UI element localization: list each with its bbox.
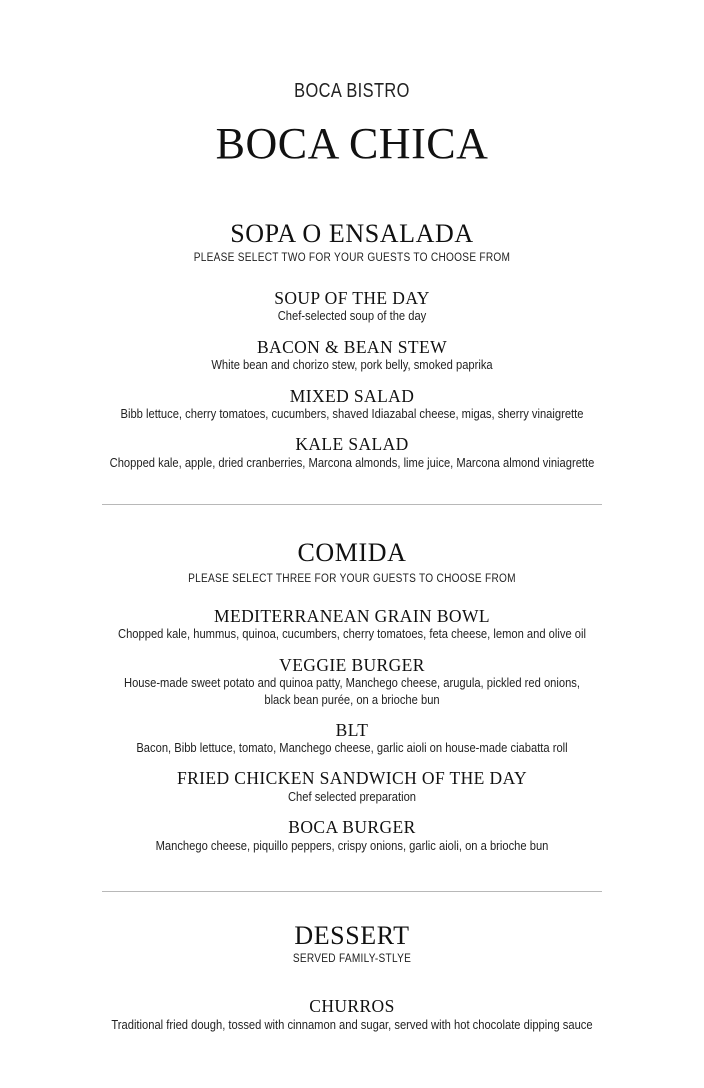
menu-item-desc: House-made sweet potato and quinoa patty, Manchego cheese, arugula, pickled red onions, <box>124 675 580 690</box>
menu-item-name: BOCA BURGER <box>288 817 416 837</box>
menu-title: BOCA CHICA <box>215 119 489 168</box>
menu-item-name: CHURROS <box>309 996 395 1016</box>
menu-item-name: FRIED CHICKEN SANDWICH OF THE DAY <box>176 768 528 788</box>
menu-item-desc: Chef selected preparation <box>287 789 417 804</box>
menu-item-name: BACON & BEAN STEW <box>256 337 448 357</box>
section-subtitle-dessert: SERVED FAMILY-STLYE <box>292 953 412 965</box>
menu-item-desc: Chef-selected soup of the day <box>277 308 427 323</box>
menu-item-desc: Bacon, Bibb lettuce, tomato, Manchego cheese, garlic aioli on house-made ciabatta roll <box>136 740 568 755</box>
section-title-sopa: SOPA O ENSALADA <box>230 219 474 248</box>
section-subtitle-comida: PLEASE SELECT THREE FOR YOUR GUESTS TO CHOOSE FROM <box>188 573 516 585</box>
menu-item-name: BLT <box>335 720 369 740</box>
section-subtitle-sopa: PLEASE SELECT TWO FOR YOUR GUESTS TO CHOOSE FROM <box>193 252 511 264</box>
menu-item-name: SOUP OF THE DAY <box>274 288 430 308</box>
menu-item-desc: Chopped kale, apple, dried cranberries, Marcona almonds, lime juice, Marcona almond viniagrette <box>109 455 595 470</box>
section-divider <box>102 891 602 892</box>
menu-item-name: KALE SALAD <box>295 434 409 454</box>
menu-item-desc: black bean purée, on a brioche bun <box>264 692 440 707</box>
restaurant-name: BOCA BISTRO <box>294 80 410 102</box>
menu-item-desc: Manchego cheese, piquillo peppers, crispy onions, garlic aioli, on a brioche bun <box>155 838 549 853</box>
section-title-dessert: DESSERT <box>294 921 410 950</box>
section-title-comida: COMIDA <box>297 538 407 567</box>
menu-item-name: MIXED SALAD <box>289 386 415 406</box>
menu-item-name: MEDITERRANEAN GRAIN BOWL <box>214 606 490 626</box>
menu-item-desc: White bean and chorizo stew, pork belly, smoked paprika <box>211 357 493 372</box>
menu-item-name: VEGGIE BURGER <box>279 655 425 675</box>
menu-item-desc: Chopped kale, hummus, quinoa, cucumbers, cherry tomatoes, feta cheese, lemon and olive oil <box>118 626 586 641</box>
menu-item-desc: Traditional fried dough, tossed with cinnamon and sugar, served with hot chocolate dipping sauce <box>111 1017 593 1032</box>
section-divider <box>102 504 602 505</box>
menu-item-desc: Bibb lettuce, cherry tomatoes, cucumbers, shaved Idiazabal cheese, migas, sherry vinaigrette <box>120 406 584 421</box>
